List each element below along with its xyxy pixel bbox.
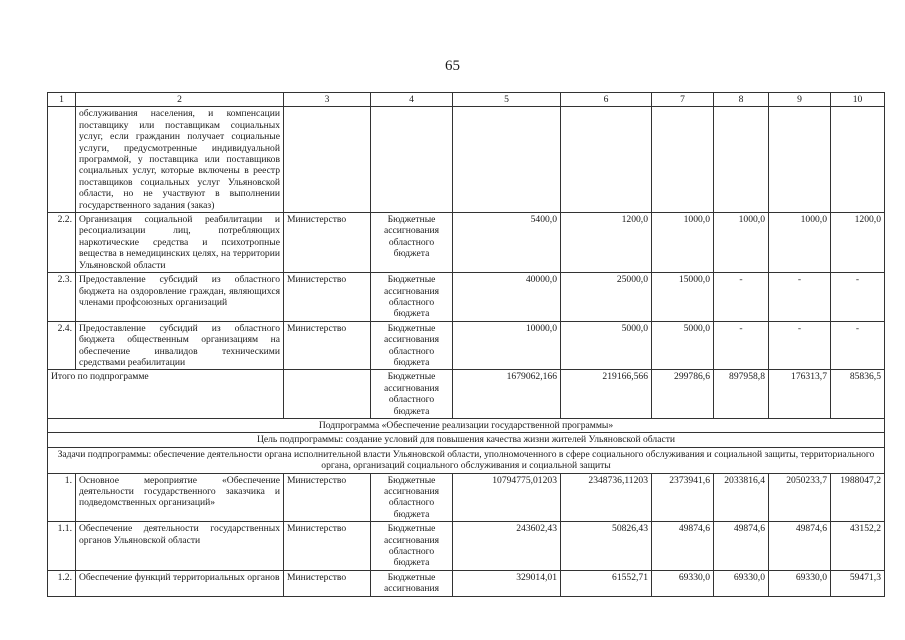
value-cell: 5000,0 xyxy=(561,321,652,370)
value-cell xyxy=(561,107,652,213)
value-cell: 219166,566 xyxy=(561,370,652,419)
item-description: Организация социальной реабилитации и ресоциализации лиц, потребляющих наркотические средства и психотропные вещества в немедицинских целях, на территории Ульяновской области xyxy=(76,213,284,273)
value-cell: 69330,0 xyxy=(714,570,769,596)
executor-cell: Министерство xyxy=(284,321,371,370)
value-cell: 176313,7 xyxy=(769,370,831,419)
value-cell: 1200,0 xyxy=(831,213,885,273)
value-cell: 1200,0 xyxy=(561,213,652,273)
value-cell: 49874,6 xyxy=(652,522,714,571)
page-number: 65 xyxy=(445,58,460,74)
total-label: Итого по подпрограмме xyxy=(48,370,284,419)
value-cell: 10000,0 xyxy=(453,321,561,370)
table-row xyxy=(48,273,885,322)
value-cell: 1000,0 xyxy=(652,213,714,273)
value-cell: 1679062,166 xyxy=(453,370,561,419)
section-heading-row xyxy=(48,418,885,432)
value-cell: 1000,0 xyxy=(714,213,769,273)
value-cell: 243602,43 xyxy=(453,522,561,571)
value-cell: - xyxy=(831,273,885,322)
col-header: 10 xyxy=(831,93,885,107)
section-heading: Задачи подпрограммы: обеспечение деятельности органа исполнительной власти Ульяновской области, уполномоченного в сфере социального обслуживания и социальной защиты, территориального органа, организаций социального обслуживания и социальной защиты xyxy=(48,447,885,473)
item-number xyxy=(48,107,76,213)
executor-cell: Министерство xyxy=(284,213,371,273)
funding-source-cell: Бюджетные ассигнования областного бюджета xyxy=(371,321,453,370)
value-cell: 25000,0 xyxy=(561,273,652,322)
value-cell: 40000,0 xyxy=(453,273,561,322)
value-cell: - xyxy=(714,321,769,370)
value-cell xyxy=(453,107,561,213)
item-description: Основное мероприятие «Обеспечение деятельности государственного заказчика и подведомственных организаций» xyxy=(76,473,284,522)
value-cell: 69330,0 xyxy=(652,570,714,596)
section-heading-row xyxy=(48,447,885,473)
funding-source-cell: Бюджетные ассигнования областного бюджета xyxy=(371,370,453,419)
value-cell: - xyxy=(714,273,769,322)
funding-source-cell: Бюджетные ассигнования областного бюджета xyxy=(371,213,453,273)
item-description: Предоставление субсидий из областного бюджета на оздоровление граждан, являющихся членами профсоюзных организаций xyxy=(76,273,284,322)
value-cell xyxy=(831,107,885,213)
funding-source-cell: Бюджетные ассигнования областного бюджета xyxy=(371,522,453,571)
funding-source-cell: Бюджетные ассигнования областного бюджета xyxy=(371,473,453,522)
value-cell: 1000,0 xyxy=(769,213,831,273)
item-number: 2.3. xyxy=(48,273,76,322)
value-cell: 2033816,4 xyxy=(714,473,769,522)
value-cell: - xyxy=(769,321,831,370)
item-number: 1.1. xyxy=(48,522,76,571)
value-cell: 5400,0 xyxy=(453,213,561,273)
value-cell: 15000,0 xyxy=(652,273,714,322)
value-cell: 1988047,2 xyxy=(831,473,885,522)
value-cell xyxy=(714,107,769,213)
section-heading: Цель подпрограммы: создание условий для повышения качества жизни жителей Ульяновской области xyxy=(48,433,885,447)
col-header: 5 xyxy=(453,93,561,107)
value-cell: 69330,0 xyxy=(769,570,831,596)
executor-cell xyxy=(284,107,371,213)
col-header: 9 xyxy=(769,93,831,107)
value-cell: 2348736,11203 xyxy=(561,473,652,522)
value-cell: 85836,5 xyxy=(831,370,885,419)
executor-cell: Министерство xyxy=(284,273,371,322)
column-number-row xyxy=(48,93,885,107)
col-header: 2 xyxy=(76,93,284,107)
value-cell: 5000,0 xyxy=(652,321,714,370)
value-cell: 2373941,6 xyxy=(652,473,714,522)
value-cell: 2050233,7 xyxy=(769,473,831,522)
value-cell: 49874,6 xyxy=(769,522,831,571)
col-header: 4 xyxy=(371,93,453,107)
section-heading: Подпрограмма «Обеспечение реализации государственной программы» xyxy=(48,418,885,432)
program-table xyxy=(47,92,885,597)
executor-cell: Министерство xyxy=(284,522,371,571)
col-header: 8 xyxy=(714,93,769,107)
section-heading-row xyxy=(48,433,885,447)
value-cell: 10794775,01203 xyxy=(453,473,561,522)
value-cell: 299786,6 xyxy=(652,370,714,419)
value-cell: 59471,3 xyxy=(831,570,885,596)
table-row xyxy=(48,570,885,596)
value-cell: 49874,6 xyxy=(714,522,769,571)
funding-source-cell: Бюджетные ассигнования xyxy=(371,570,453,596)
funding-source-cell xyxy=(371,107,453,213)
col-header: 7 xyxy=(652,93,714,107)
value-cell xyxy=(769,107,831,213)
value-cell: - xyxy=(769,273,831,322)
col-header: 6 xyxy=(561,93,652,107)
item-description: Предоставление субсидий из областного бюджета общественным организациям на обеспечение инвалидов техническими средствами реабилитации xyxy=(76,321,284,370)
total-row xyxy=(48,370,885,419)
value-cell: 43152,2 xyxy=(831,522,885,571)
executor-cell: Министерство xyxy=(284,473,371,522)
table-row xyxy=(48,522,885,571)
value-cell: 897958,8 xyxy=(714,370,769,419)
item-description: Обеспечение деятельности государственных органов Ульяновской области xyxy=(76,522,284,571)
funding-source-cell: Бюджетные ассигнования областного бюджета xyxy=(371,273,453,322)
col-header: 3 xyxy=(284,93,371,107)
executor-cell: Министерство xyxy=(284,570,371,596)
value-cell: 329014,01 xyxy=(453,570,561,596)
table-row xyxy=(48,473,885,522)
item-number: 1.2. xyxy=(48,570,76,596)
value-cell: 61552,71 xyxy=(561,570,652,596)
item-number: 2.4. xyxy=(48,321,76,370)
item-number: 1. xyxy=(48,473,76,522)
executor-cell xyxy=(284,370,371,419)
item-description: обслуживания населения, и компенсации поставщику или поставщикам социальных услуг, если гражданин получает социальные услуги, предусмотренные индивидуальной программой, у поставщика или поставщиков социальных услуг, которые включены в реестр поставщиков социальных услуг Ульяновской области, но не участвуют в выполнении государственного задания (заказ) xyxy=(76,107,284,213)
table-row xyxy=(48,321,885,370)
table-row xyxy=(48,213,885,273)
col-header: 1 xyxy=(48,93,76,107)
item-number: 2.2. xyxy=(48,213,76,273)
value-cell: 50826,43 xyxy=(561,522,652,571)
table-row xyxy=(48,107,885,213)
value-cell: - xyxy=(831,321,885,370)
value-cell xyxy=(652,107,714,213)
item-description: Обеспечение функций территориальных органов xyxy=(76,570,284,596)
